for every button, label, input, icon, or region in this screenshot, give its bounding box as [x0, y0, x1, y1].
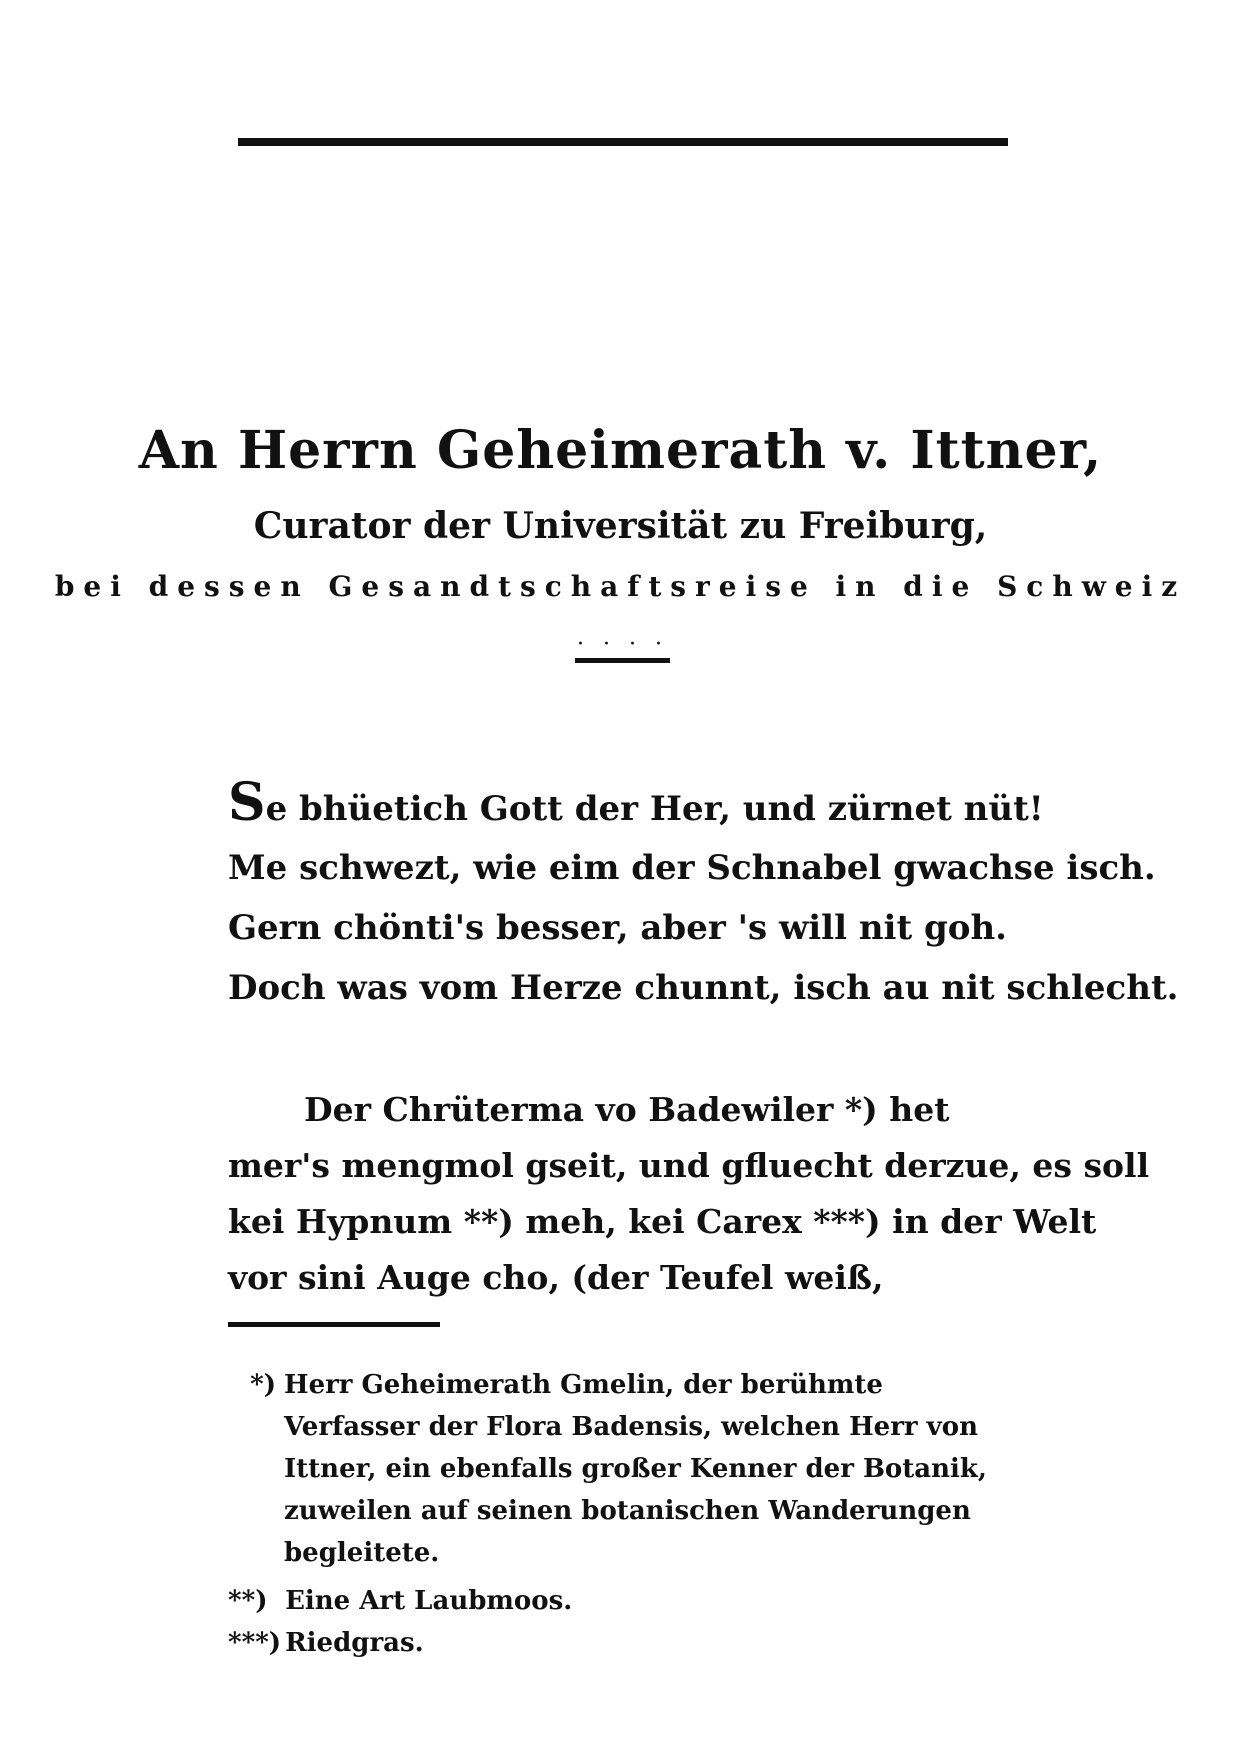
- verse-line: kei Hypnum **) meh, kei Carex ***) in der Welt: [228, 1202, 1097, 1241]
- verse-paragraph: [228, 1082, 1150, 1306]
- footnote: [228, 1364, 1018, 1574]
- footnote-mark: **): [228, 1586, 268, 1616]
- verse-line: Me schwezt, wie eim der Schnabel gwachse isch.: [228, 848, 1156, 888]
- verse-line: [228, 772, 1044, 838]
- footnote-mark: ***): [228, 1628, 282, 1658]
- ornament-rule: [575, 658, 670, 663]
- verse-line-text: e bhüetich Gott der Her, und zürnet nüt!: [265, 789, 1044, 829]
- footnote-text: Herr Geheimerath Gmelin, der berühmte Verfasser der Flora Badensis, welchen Herr von Ittner, ein ebenfalls großer Kenner der Botanik, zuweilen auf seinen botanischen Wanderungen begleitete.: [284, 1370, 987, 1568]
- ornament-dots: · · · ·: [577, 632, 668, 657]
- verse-stanza: [228, 772, 1179, 1018]
- poem-subtitle: Curator der Universität zu Freiburg,: [253, 505, 988, 547]
- footnote: [228, 1580, 1018, 1622]
- footnotes: [228, 1364, 1018, 1664]
- footnote-rule: [228, 1322, 440, 1327]
- poem-title: An Herrn Geheimerath v. Ittner,: [138, 420, 1103, 481]
- top-rule: [238, 138, 1008, 146]
- verse-line: Doch was vom Herze chunnt, isch au nit schlecht.: [228, 968, 1179, 1008]
- drop-cap: S: [228, 772, 266, 833]
- footnote-text: Eine Art Laubmoos.: [285, 1586, 573, 1616]
- poem-occasion: bei dessen Gesandtschaftsreise in die Schweiz: [54, 570, 1187, 603]
- footnote-mark: *): [250, 1370, 276, 1400]
- footnote: [228, 1622, 1018, 1664]
- verse-line: Gern chönti's besser, aber 's will nit goh.: [228, 908, 1008, 948]
- footnote-text: Riedgras.: [285, 1628, 424, 1658]
- verse-line: mer's mengmol gseit, und gfluecht derzue, es soll: [228, 1146, 1150, 1185]
- verse-line: Der Chrüterma vo Badewiler *) het: [304, 1090, 950, 1129]
- verse-line: vor sini Auge cho, (der Teufel weiß,: [228, 1258, 884, 1297]
